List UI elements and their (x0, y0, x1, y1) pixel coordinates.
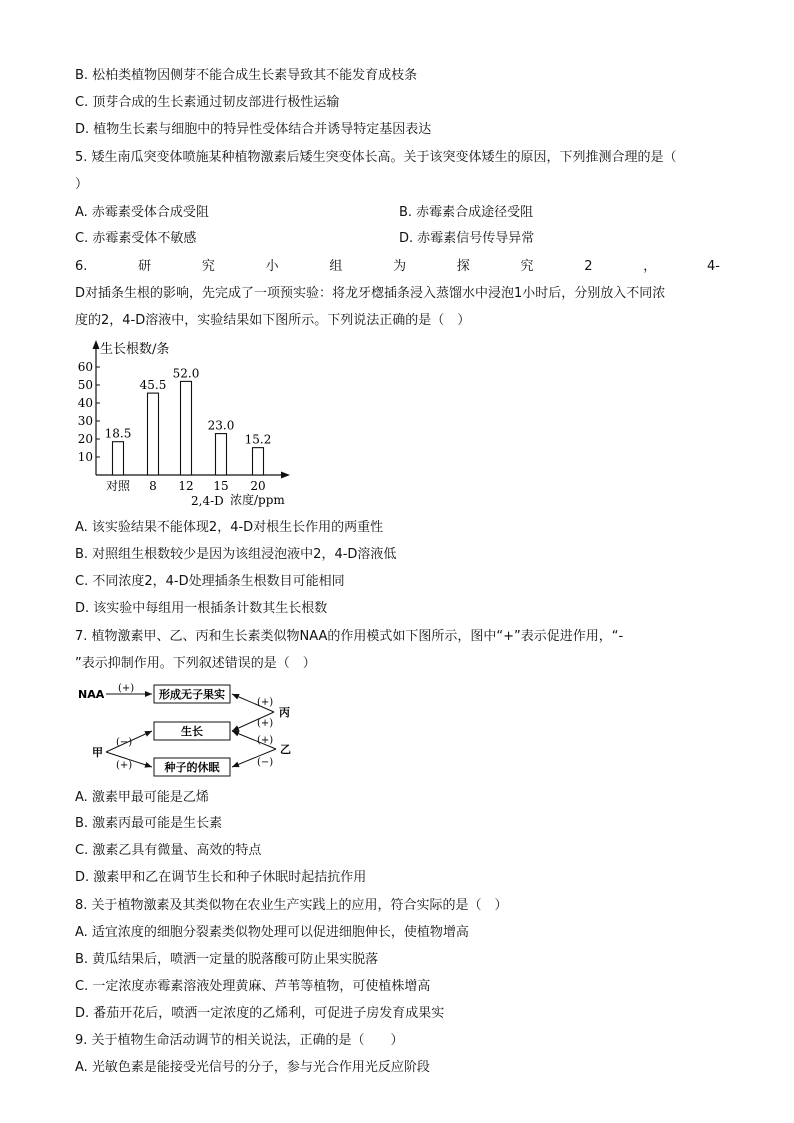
x-category-label: 20 (250, 479, 266, 493)
q7-option-c: C. 激素乙具有微量、高效的特点 (75, 843, 262, 858)
x-category-label: 8 (149, 479, 157, 493)
q7-option-a: A. 激素甲最可能是乙烯 (75, 790, 209, 805)
jia-sign-bottom: (+) (116, 760, 133, 771)
naa-label: NAA (78, 688, 105, 701)
bar-value-label: 52.0 (172, 366, 200, 381)
q8-option-d: D. 番茄开花后，喷洒一定浓度的乙烯利，可促进子房发育成果实 (75, 1006, 445, 1021)
box-seed-dormancy-label: 种子的休眠 (164, 761, 220, 774)
q9-stem: 9. 关于植物生命活动调节的相关说法，正确的是（ ） (75, 1033, 404, 1048)
q7-stem-line1: 7. 植物激素甲、乙、丙和生长素类似物NAA的作用模式如下图所示，图中“+”表示促进作用，“- (75, 629, 624, 644)
q5-option-a: A. 赤霉素受体合成受阻 (75, 205, 209, 220)
bing-label: 丙 (279, 706, 290, 719)
q4-option-c: C. 顶芽合成的生长素通过韧皮部进行极性运输 (75, 95, 340, 110)
bar-value-label: 45.5 (139, 378, 167, 393)
y-tick-label: 40 (77, 396, 93, 410)
q7-option-b: B. 激素丙最可能是生长素 (75, 816, 223, 831)
y-tick-label: 10 (77, 450, 93, 464)
q6-token: 究 (520, 259, 534, 274)
q6-stem-line3: 度的2，4-D溶液中，实验结果如下图所示。下列说法正确的是（ ） (75, 313, 471, 328)
q8-option-c: C. 一定浓度赤霉素溶液处理黄麻、芦苇等植物，可使植株增高 (75, 979, 431, 994)
q6-token: 2 (584, 259, 593, 274)
q6-token: 究 (201, 259, 215, 274)
q7-hormone-diagram (74, 681, 314, 781)
x-category-label: 对照 (105, 479, 131, 493)
y-tick-label: 30 (77, 414, 93, 428)
bing-sign-top: (+) (257, 697, 274, 708)
q5-stem-line1: 5. 矮生南瓜突变体喷施某种植物激素后矮生突变体长高。关于该突变体矮生的原因，下列推测合理的是（ (75, 150, 677, 165)
q5-option-c: C. 赤霉素受体不敏感 (75, 231, 197, 246)
q6-stem-line2: D对插条生根的影响，先完成了一项预实验：将龙牙楤插条浸入蒸馏水中浸泡1小时后，分别放入不同浓 (75, 286, 666, 301)
box-seedless-fruit-label: 形成无子果实 (159, 688, 225, 701)
q9-option-a: A. 光敏色素是能接受光信号的分子，参与光合作用光反应阶段 (75, 1060, 430, 1075)
q6-token: ， (643, 259, 657, 274)
q6-token: 为 (393, 259, 407, 274)
q6-token: 探 (456, 259, 470, 274)
bar-value-label: 18.5 (104, 426, 132, 441)
jia-label: 甲 (92, 746, 103, 759)
q8-stem: 8. 关于植物激素及其类似物在农业生产实践上的应用，符合实际的是（ ） (75, 898, 508, 913)
q8-option-b: B. 黄瓜结果后，喷洒一定量的脱落酸可防止果实脱落 (75, 952, 379, 967)
q6-stem-line1 (75, 258, 720, 276)
yi-sign-bottom: (−) (257, 757, 274, 768)
box-growth-label: 生长 (181, 725, 203, 738)
x-axis-title: 浓度/ppm (230, 493, 285, 507)
yi-label: 乙 (280, 743, 291, 756)
bar (216, 434, 227, 475)
bar (181, 381, 192, 475)
q7-stem-line2: ”表示抑制作用。下列叙述错误的是（ ） (75, 656, 316, 671)
q6-token: 组 (329, 259, 343, 274)
x-category-label: 12 (178, 479, 194, 493)
q6-option-c: C. 不同浓度2，4-D处理插条生根数目可能相同 (75, 574, 345, 589)
q6-option-a: A. 该实验结果不能体现2，4-D对根生长作用的两重性 (75, 520, 384, 535)
q6-bar-chart (70, 337, 310, 512)
yi-sign-top: (+) (257, 735, 274, 746)
y-tick-label: 60 (77, 360, 93, 374)
q4-option-d: D. 植物生长素与细胞中的特异性受体结合并诱导特定基因表达 (75, 122, 432, 137)
x-axis-arrow (281, 472, 290, 479)
q4-option-b: B. 松柏类植物因侧芽不能合成生长素导致其不能发育成枝条 (75, 68, 418, 83)
bar (148, 393, 159, 475)
y-axis-arrow (93, 340, 100, 349)
q6-option-b: B. 对照组生根数较少是因为该组浸泡液中2，4-D溶液低 (75, 547, 397, 562)
y-tick-label: 20 (77, 432, 93, 446)
bar (113, 442, 124, 475)
q5-option-b: B. 赤霉素合成途径受阻 (399, 205, 534, 220)
q8-option-a: A. 适宜浓度的细胞分裂素类似物处理可以促进细胞伸长，使植物增高 (75, 925, 469, 940)
bar-value-label: 23.0 (207, 418, 235, 433)
y-axis-title: 生长根数/条 (100, 342, 170, 357)
q6-token: 4- (707, 259, 720, 274)
jia-sign-top: (−) (116, 737, 133, 748)
q6-token: 小 (265, 259, 279, 274)
x-axis-prefix: 2,4-D (191, 494, 224, 508)
bar-value-label: 15.2 (244, 432, 272, 447)
bing-sign-bottom: (+) (257, 718, 274, 729)
y-tick-label: 50 (77, 378, 93, 392)
naa-sign: (+) (118, 683, 135, 694)
x-category-label: 15 (213, 479, 229, 493)
q6-option-d: D. 该实验中每组用一根插条计数其生长根数 (75, 601, 328, 616)
q5-stem-line2: ） (75, 177, 89, 192)
q5-option-d: D. 赤霉素信号传导异常 (399, 231, 535, 246)
bar (253, 448, 264, 475)
q6-token: 研 (138, 259, 152, 274)
q6-token: 6. (75, 259, 88, 274)
q7-option-d: D. 激素甲和乙在调节生长和种子休眠时起拮抗作用 (75, 870, 367, 885)
